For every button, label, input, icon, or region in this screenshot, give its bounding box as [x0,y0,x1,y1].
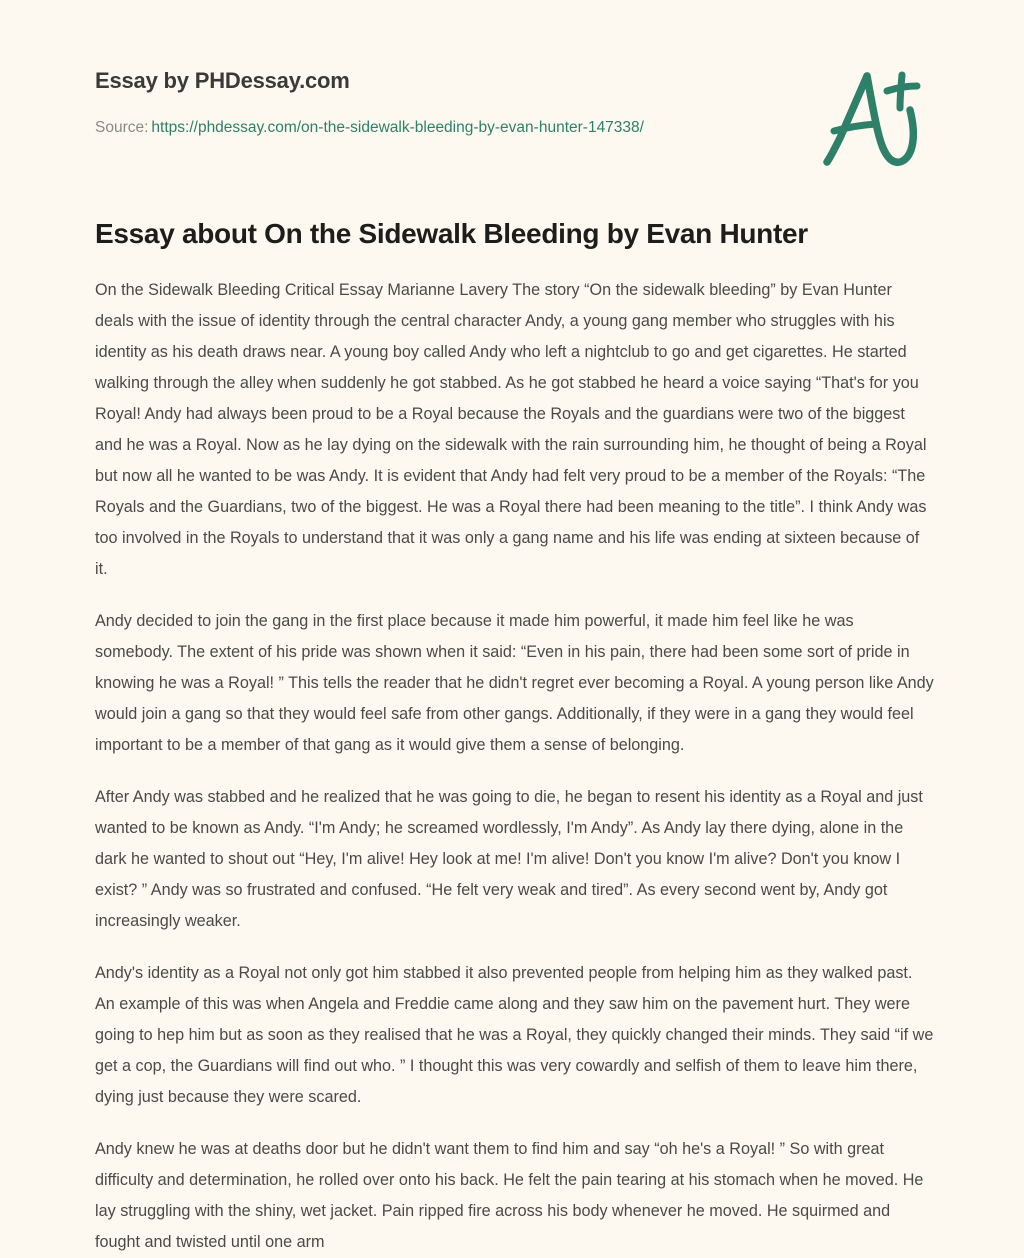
paragraph: On the Sidewalk Bleeding Critical Essay Marianne Lavery The story “On the sidewalk bleeding” by Evan Hunter deals with the issue of identity through the central character Andy, a young gang member who struggles with his identity as his death draws near. A young boy called Andy who left a nightclub to go and get cigarettes. He started walking through the alley when suddenly he got stabbed. As he got stabbed he heard a voice saying “That's for you Royal! Andy had always been proud to be a Royal because the Royals and the guardians were two of the biggest and he was a Royal. Now as he lay dying on the sidewalk with the rain surrounding him, he thought of being a Royal but now all he wanted to be was Andy. It is evident that Andy had felt very proud to be a member of the Royals: “The Royals and the Guardians, two of the biggest. He was a Royal there had been meaning to the title”. I think Andy was too involved in the Royals to understand that it was only a gang name and his life was ending at sixteen because of it. [95,281,927,578]
article [95,216,935,1258]
source-line [95,119,644,137]
aplus-logo[interactable] [812,58,932,178]
paragraph: Andy decided to join the gang in the first place because it made him powerful, it made him feel like he was somebody. The extent of his pride was shown when it said: “Even in his pain, there had been some sort of pride in knowing he was a Royal! ” This tells the reader that he didn't regret ever becoming a Royal. A young person like Andy would join a gang so that they would feel safe from other gangs. Additionally, if they were in a gang they would feel important to be a member of that gang as it would give them a sense of belonging. [95,612,934,754]
source-label: Source: [95,119,149,136]
brand-title: Essay by PHDessay.com [95,68,350,93]
source-url-link[interactable]: https://phdessay.com/on-the-sidewalk-bleeding-by-evan-hunter-147338/ [151,119,644,136]
page-header [0,0,1024,200]
article-body [95,275,935,1258]
paragraph: Andy knew he was at deaths door but he didn't want them to find him and say “oh he's a Royal! ” So with great difficulty and determination, he rolled over onto his back. He felt the pain tearing at his stomach when he moved. He lay struggling with the shiny, wet jacket. Pain ripped fire across his body whenever he moved. He squirmed and fought and twisted until one arm [95,1140,924,1251]
paragraph: Andy's identity as a Royal not only got him stabbed it also prevented people from helping him as they walked past. An example of this was when Angela and Freddie came along and they saw him on the pavement hurt. They were going to hep him but as soon as they realised that he was a Royal, they quickly changed their minds. They said “if we get a cop, the Guardians will find out who. ” I thought this was very cowardly and selfish of them to leave him there, dying just because they were scared. [95,964,934,1106]
page-title: Essay about On the Sidewalk Bleeding by Evan Hunter [95,218,808,249]
paragraph: After Andy was stabbed and he realized that he was going to die, he began to resent his identity as a Royal and just wanted to be known as Andy. “I'm Andy; he screamed wordlessly, I'm Andy”. As Andy lay there dying, alone in the dark he wanted to shout out “Hey, I'm alive! Hey look at me! I'm alive! Don't you know I'm alive? Don't you know I exist? ” Andy was so frustrated and confused. “He felt very weak and tired”. As every second went by, Andy got increasingly weaker. [95,788,923,930]
aplus-logo-icon [812,58,932,178]
